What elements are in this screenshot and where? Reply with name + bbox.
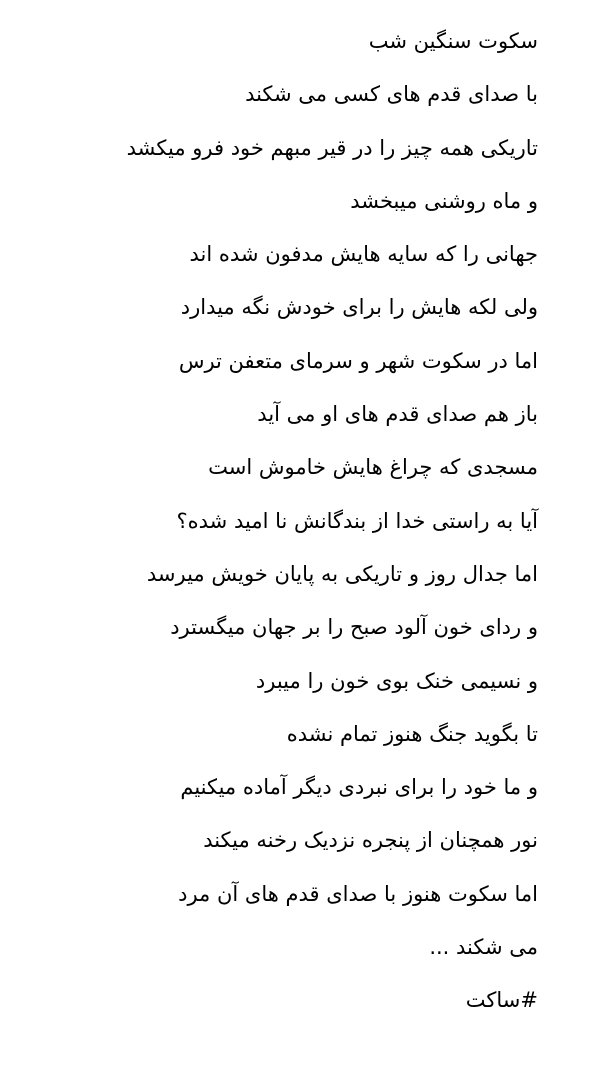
poem-line-5: جهانی را که سایه هایش مدفون شده اند [189,242,538,267]
poem-text [18,19,538,1032]
poem-line-1: سکوت سنگین شب [368,29,538,53]
poem-line-4: و ماه روشنی میبخشد [350,188,538,213]
poem-line-14: تا بگوید جنگ هنوز تمام نشده [286,721,538,746]
poem-line-6: ولی لکه هایش را برای خودش نگه میدارد [180,295,538,320]
poem-line-11: اما جدال روز و تاریکی به پایان خویش میرسد [146,561,538,586]
poem-line-2: با صدای قدم های کسی می شکند [245,82,538,107]
poem-line-15: و ما خود را برای نبردی دیگر آماده میکنیم [180,775,538,800]
poem-line-9: مسجدی که چراغ هایش خاموش است [208,455,538,480]
poem-line-16: نور همچنان از پنجره نزدیک رخنه میکند [203,828,538,853]
poem-line-17: اما سکوت هنوز با صدای قدم های آن مرد [178,881,538,906]
poem-line-10: آیا به راستی خدا از بندگانش نا امید شده؟ [176,508,538,533]
poem-line-3: تاریکی همه چیز را در قیر مبهم خود فرو میکشد [126,135,538,160]
poem-line-7: اما در سکوت شهر و سرمای متعفن ترس [178,348,538,373]
poem-line-13: و نسیمی خنک بوی خون را میبرد [255,668,538,693]
poem-line-8: باز هم صدای قدم های او می آید [257,402,538,427]
poem-line-12: و ردای خون آلود صبح را بر جهان میگسترد [170,615,538,640]
poem-line-18: می شکند ... [429,935,538,960]
poem-hashtag[interactable]: #ساکت [465,988,538,1013]
